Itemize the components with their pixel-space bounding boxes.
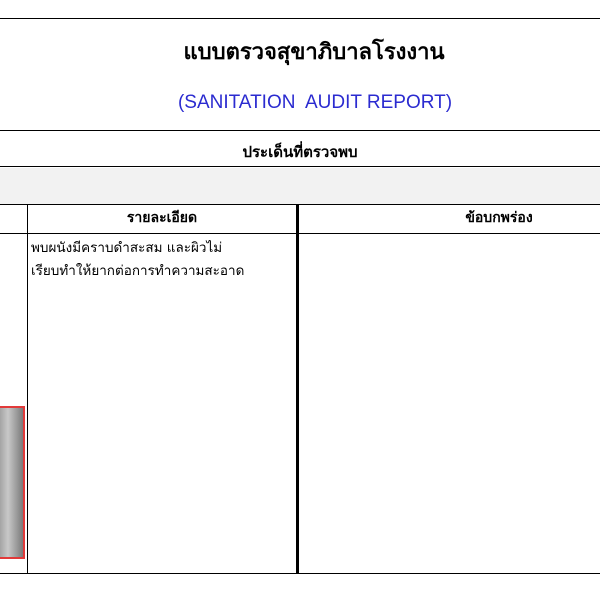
column-header-detail: รายละเอียด [126, 210, 198, 226]
report-title-thai: แบบตรวจสุขาภิบาลโรงงาน [183, 40, 445, 65]
defect-cell [302, 237, 600, 567]
detail-line-2: เรียบทำให้ยากต่อการทำความสะอาด [31, 263, 245, 279]
detail-cell [31, 237, 295, 283]
gray-band [0, 168, 600, 205]
header-bottom-line [0, 130, 600, 131]
report-title-english: (SANITATION AUDIT REPORT) [177, 92, 453, 113]
column-header-bottom-line [0, 233, 600, 234]
column-divider-left [27, 204, 28, 574]
section-title: ประเด็นที่ตรวจพบ [242, 143, 358, 161]
column-header-defect: ข้อบกพร่อง [465, 210, 533, 226]
table-bottom-line [0, 573, 600, 574]
detail-line-1: พบผนังมีคราบดำสะสม และผิวไม่ [31, 240, 223, 256]
section-bottom-line [0, 166, 600, 167]
column-divider-middle [296, 204, 299, 574]
evidence-photo [0, 406, 25, 559]
column-header-top-line [0, 204, 600, 205]
top-border-line [0, 18, 600, 19]
